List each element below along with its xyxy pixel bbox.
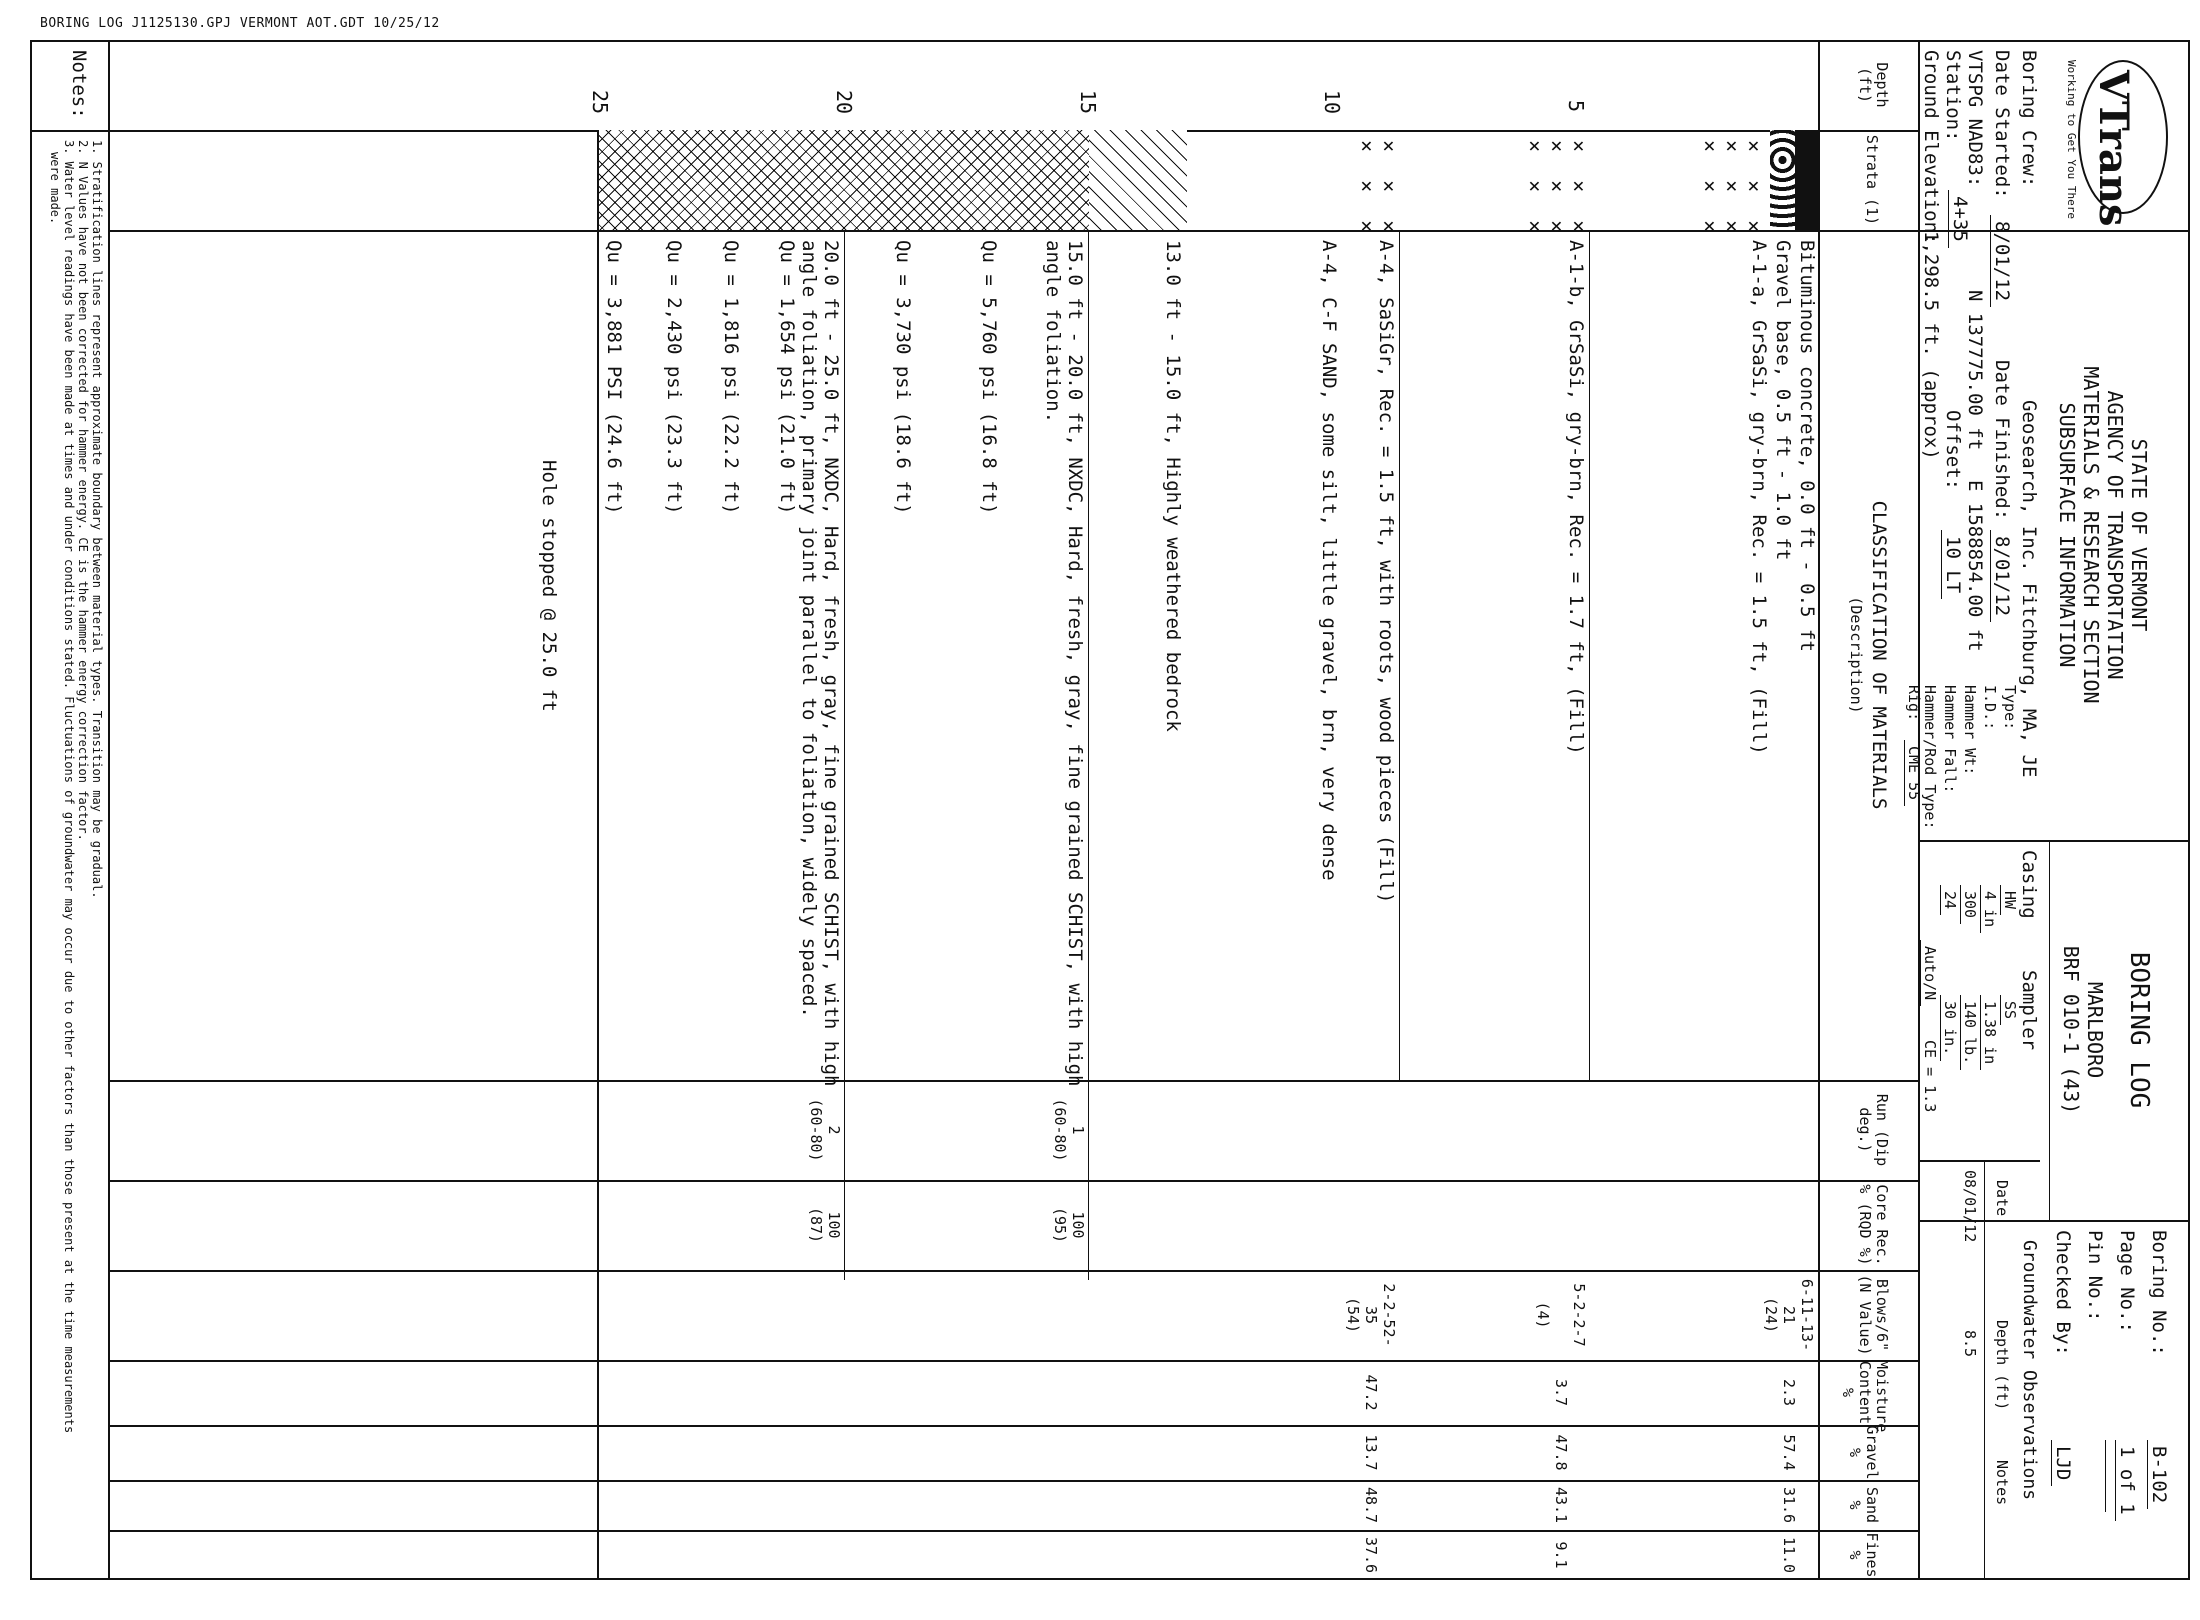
class-col-divider — [110, 1080, 1920, 1082]
strata-schist — [599, 130, 1089, 230]
classification-header: CLASSIFICATION OF MATERIALS — [1868, 500, 1890, 810]
note-1: 1. Stratification lines represent approximate boundary between material types. Transition may be gradual. — [90, 140, 104, 899]
project-number: BRF 010-1 (43) — [2059, 945, 2083, 1115]
agency-line3: MATERIALS & RESEARCH SECTION — [2079, 366, 2103, 704]
rod-type-label: Hammer/Rod Type: — [1921, 685, 1939, 830]
bottom-of-hole-line — [597, 130, 599, 1580]
s1-fines: 11.0 — [1780, 1536, 1798, 1574]
s3-moisture: 47.2 — [1362, 1374, 1380, 1411]
date-finished-label: Date Finished: — [1991, 360, 2013, 521]
boring-no-label: Boring No.: — [2148, 1230, 2170, 1356]
s2-fines: 9.1 — [1552, 1541, 1570, 1569]
id-casing: 4 in — [1980, 885, 1998, 933]
gw-depth-header: Depth (ft) — [1993, 1320, 2011, 1411]
run-1-number: 1 — [1069, 1125, 1087, 1135]
run-line-1 — [1088, 230, 1089, 1280]
rod-type: Auto/N — [1920, 940, 1938, 1006]
note-3: 3. Water level readings have been made at times and under conditions stated. Fluctuations of groundwater may occur due to other factors than those present at the time measurements — [62, 140, 76, 1434]
strata-gravel-base — [1770, 130, 1795, 230]
desc-qu-5: Qu = 2,430 psi (23.3 ft) — [663, 240, 685, 515]
desc-schist1-b: angle foliation. — [1042, 240, 1064, 424]
run-1-dip: (60-80) — [1051, 1098, 1069, 1162]
s3-gravel: 13.7 — [1362, 1434, 1380, 1471]
description-header: (Description) — [1847, 596, 1865, 714]
desc-schist2-b: angle foliation, primary joint parallel to foliation, widely spaced. — [798, 240, 820, 1018]
page-no-label: Page No.: — [2116, 1230, 2138, 1333]
hammer-wt-sampler: 140 lb. — [1960, 995, 1978, 1070]
hammer-fall-sampler: 30 in. — [1940, 995, 1958, 1061]
core-col-header: Core Rec. % (RQD %) — [1856, 1184, 1891, 1266]
page-no: 1 of 1 — [2115, 1440, 2138, 1521]
hammer-fall-label: Hammer Fall: — [1941, 685, 1959, 794]
ce-value: CE = 1.3 — [1921, 1040, 1939, 1113]
elevation-label: Ground Elevation: — [1920, 50, 1942, 245]
type-sampler: SS — [2000, 995, 2018, 1025]
gravel-col-divider — [110, 1480, 1920, 1482]
hammer-wt-label: Hammer Wt: — [1961, 685, 1979, 776]
run-1-rqd: (95) — [1051, 1206, 1069, 1244]
strata-fill-1: × × × × × × × × × — [1698, 140, 1766, 241]
elevation-value: 1,298.5 ft. (approx) — [1919, 225, 1942, 466]
agency-line2: AGENCY OF TRANSPORTATION — [2103, 390, 2127, 680]
date-started-label: Date Started: — [1991, 50, 2013, 199]
gw-header-line — [1984, 1160, 1985, 1580]
sand-col-divider — [110, 1530, 1920, 1532]
sand-col-header: Sand % — [1846, 1486, 1881, 1524]
type-label: Type: — [2001, 685, 2019, 731]
depth-tick-20: 20 — [832, 90, 856, 115]
run-1-rec: 100 — [1069, 1211, 1087, 1239]
s2-moisture: 3.7 — [1552, 1378, 1570, 1407]
file-header: BORING LOG J1125130.GPJ VERMONT AOT.GDT 10/25/12 — [40, 16, 440, 31]
logo-tagline: Working to Get You There — [2065, 60, 2078, 219]
run-col-divider — [110, 1180, 1920, 1182]
desc-schist2-a: 20.0 ft - 25.0 ft, NXDC, Hard, fresh, gray, fine grained SCHIST, with high — [820, 240, 842, 1087]
s3-n: (54) — [1344, 1296, 1362, 1334]
desc-weathered: 13.0 ft - 15.0 ft, Highly weathered bedrock — [1162, 240, 1184, 732]
coords-east: E 1588854.00 ft — [1964, 480, 1986, 652]
fines-col-header: Fines % — [1846, 1532, 1881, 1578]
blows-col-header: Blows/6" (N Value) — [1856, 1274, 1891, 1356]
station-label: Station: — [1942, 50, 1964, 142]
run-2-dip: (60-80) — [807, 1098, 825, 1162]
run-col-header: Run (Dip deg.) — [1856, 1093, 1891, 1167]
desc-a1b: A-1-b, GrSaSi, gry-brn, Rec. = 1.7 ft, (Fill) — [1565, 240, 1587, 755]
strata-weathered-bedrock — [1089, 130, 1187, 230]
coords-north: N 137775.00 ft — [1964, 290, 1986, 451]
sample-line-3 — [1399, 230, 1400, 1080]
s2-gravel: 47.8 — [1552, 1434, 1570, 1471]
s1-moisture: 2.3 — [1780, 1378, 1798, 1407]
strata-fill-3: × × × × × × — [1355, 140, 1401, 241]
logo-text: VTrans — [2090, 70, 2137, 227]
agency-line4: SUBSURFACE INFORMATION — [2055, 402, 2079, 668]
project-name: MARLBORO — [2083, 981, 2107, 1079]
offset-value: 10 LT — [1941, 530, 1964, 599]
depth-col-header: Depth (ft) — [1856, 62, 1891, 108]
s1-sand: 31.6 — [1780, 1486, 1798, 1524]
coords-label: VTSPG NAD83: — [1964, 50, 1986, 188]
desc-qu-2: Qu = 3,730 psi (18.6 ft) — [892, 240, 914, 515]
desc-hole-stopped: Hole stopped @ 25.0 ft — [538, 460, 560, 712]
groundwater-title: Groundwater Observations — [2019, 1239, 2040, 1501]
core-col-divider — [110, 1270, 1920, 1272]
sample-line-2 — [1589, 230, 1590, 1080]
run-2-rec: 100 — [825, 1211, 843, 1239]
pin-no — [2105, 1440, 2106, 1512]
date-finished: 8/01/12 — [1990, 530, 2013, 622]
title-mid-line — [2049, 840, 2050, 1220]
notes-divider — [108, 40, 110, 1580]
desc-qu-4: Qu = 1,816 psi (22.2 ft) — [720, 240, 742, 515]
strata-col-header: Strata (1) — [1863, 134, 1881, 226]
s3-fines: 37.6 — [1362, 1536, 1380, 1574]
pin-no-label: Pin No.: — [2084, 1230, 2106, 1322]
strata-col-divider — [110, 230, 1920, 232]
depth-tick-10: 10 — [1320, 90, 1344, 115]
boring-log-title: BORING LOG — [2124, 951, 2154, 1109]
column-header-line — [1818, 40, 1820, 1580]
desc-a4-sand: A-4, C-F SAND, some silt, little gravel, brn, very dense — [1318, 240, 1340, 881]
s3-blows: 2-2-52- — [1380, 1283, 1398, 1347]
s1-n: (24) — [1762, 1296, 1780, 1334]
desc-qu-6: Qu = 3,881 PSI (24.6 ft) — [603, 240, 625, 515]
hammer-fall-casing: 24 — [1940, 885, 1958, 915]
checked-by-label: Checked By: — [2052, 1230, 2074, 1356]
notes-label-divider — [30, 130, 110, 132]
s1-blows2: 21 — [1780, 1305, 1798, 1325]
gw-date: 08/01/12 — [1961, 1170, 1979, 1243]
gw-date-header: Date — [1993, 1180, 2011, 1217]
boring-no: B-102 — [2147, 1440, 2170, 1509]
type-casing: HW — [2000, 885, 2018, 915]
depth-tick-15: 15 — [1076, 90, 1100, 115]
checked-by: LJD — [2051, 1440, 2074, 1486]
strata-fill-2: × × × × × × × × × — [1523, 140, 1591, 241]
crew-label: Boring Crew: — [2018, 50, 2040, 188]
id-label: I.D.: — [1981, 685, 1999, 731]
s2-n: (4) — [1534, 1301, 1552, 1329]
notes-label: Notes: — [68, 50, 90, 119]
run-line-2 — [844, 230, 845, 1280]
s2-blows: 5-2-2-7 — [1570, 1283, 1588, 1347]
gw-depth: 8.5 — [1961, 1330, 1979, 1358]
moisture-col-divider — [110, 1425, 1920, 1427]
crew-value: Geosearch, Inc. Fitchburg, MA, JE — [2018, 400, 2040, 778]
station-value: 4+35 — [1948, 190, 1971, 248]
rig-value: CME 55 — [1904, 740, 1922, 806]
run-2-rqd: (87) — [807, 1206, 825, 1244]
desc-qu-1: Qu = 5,760 psi (16.8 ft) — [978, 240, 1000, 515]
casing-header: Casing — [2018, 850, 2040, 919]
strata-asphalt — [1795, 130, 1820, 230]
desc-a4-fill: A-4, SaSiGr, Rec. = 1.5 ft, with roots, wood pieces (Fill) — [1375, 240, 1397, 904]
date-started: 8/01/12 — [1990, 215, 2013, 307]
offset-label: Offset: — [1942, 410, 1964, 491]
s1-blows: 6-11-13- — [1798, 1278, 1816, 1352]
s2-sand: 43.1 — [1552, 1486, 1570, 1524]
desc-schist1-a: 15.0 ft - 20.0 ft, NXDC, Hard, fresh, gray, fine grained SCHIST, with high — [1064, 240, 1086, 1087]
blows-col-divider — [110, 1360, 1920, 1362]
sampler-header: Sampler — [2018, 970, 2040, 1051]
desc-bituminous: Bituminous concrete, 0.0 ft - 0.5 ft — [1796, 240, 1818, 652]
agency-line1: STATE OF VERMONT — [2127, 438, 2151, 632]
desc-a1a: A-1-a, GrSaSi, gry-brn, Rec. = 1.5 ft, (Fill) — [1748, 240, 1770, 755]
rig-label: Rig: — [1905, 685, 1923, 722]
hammer-wt-casing: 300 — [1960, 885, 1978, 924]
s3-sand: 48.7 — [1362, 1486, 1380, 1524]
moisture-col-header: Moisture Content % — [1839, 1360, 1891, 1433]
note-2: 2. N Values have not been corrected for hammer energy. CE is the hammer energy correction factor. — [76, 140, 90, 841]
run-2-number: 2 — [825, 1125, 843, 1135]
depth-tick-5: 5 — [1564, 100, 1588, 113]
id-sampler: 1.38 in — [1980, 995, 1998, 1070]
s1-gravel: 57.4 — [1780, 1434, 1798, 1471]
rotated-sheet — [30, 40, 2190, 1580]
note-4: were made. — [48, 152, 62, 225]
desc-qu-3: Qu = 1,654 psi (21.0 ft) — [776, 240, 798, 515]
gravel-col-header: Gravel % — [1846, 1425, 1881, 1480]
desc-gravel-base: Gravel base, 0.5 ft - 1.0 ft — [1772, 240, 1794, 561]
s3-blows2: 35 — [1362, 1305, 1380, 1325]
gw-notes-header: Notes — [1993, 1460, 2011, 1506]
depth-tick-25: 25 — [588, 90, 612, 115]
